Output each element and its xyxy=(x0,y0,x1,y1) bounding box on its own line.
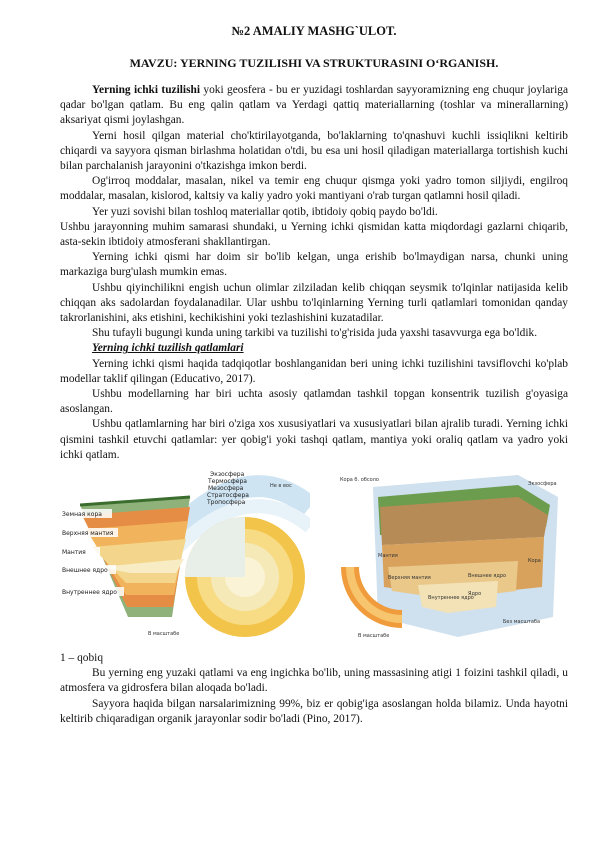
label-thermosphere: Термосфера xyxy=(208,478,247,486)
paragraph-4: Yer yuzi sovishi bilan toshloq materiallar qotib, ibtidoiy qobiq paydo bo'ldi. xyxy=(92,205,438,218)
section-1-title: 1 – qobiq xyxy=(60,652,104,665)
paragraph-5: Ushbu jarayonning muhim samarasi shundaki, u Yerning ichki qismidan katta miqdordagi gazlarni chiqarib, asta-sekin ibtidoiy atmosferani shakllantirgan. xyxy=(60,220,568,249)
figures-row xyxy=(60,467,568,643)
label-inner-core: Внутреннее ядро xyxy=(62,589,117,597)
label-f2-exosphere: Экзосфера xyxy=(528,481,557,488)
label-f2-core: Ядро xyxy=(468,591,482,598)
subheading: Yerning ichki tuzilish qatlamlari xyxy=(92,342,244,355)
label-mantle: Мантия xyxy=(62,549,86,557)
paragraph-7: Ushbu qiyinchilikni engish uchun olimlar zilziladan kelib chiqqan seysmik to'lqinlar natijasida kelib chiqqan aks sadolardan foydalanadilar. Ular ushbu to'lqinlarning Yerning turli qatlamlari tomonidan qanday takrorlanishini, aks etishini, kechikishini yoki tezlashishini kuzatadilar. xyxy=(60,281,568,325)
document-title: №2 AMALIY MASHG`ULOT. xyxy=(231,24,397,38)
label-f2-crust: Кора xyxy=(528,558,541,565)
label-f2-outer-core: Внешнее ядро xyxy=(468,573,507,580)
topic-heading: MAVZU: YERNING TUZILISHI VA STRUKTURASINI O‘RGANISH. xyxy=(129,56,499,70)
label-f2-inner-core: Внутреннее ядро xyxy=(428,595,474,602)
label-upper-mantle: Верхняя мантия xyxy=(62,530,114,538)
paragraph-6: Yerning ichki qismi har doim sir bo'lib kelgan, unga erishib bo'lmaydigan narsa, chunki uning markaziga burg'ulash mumkin emas. xyxy=(60,251,568,279)
label-scale-1: В масштабе xyxy=(148,631,180,638)
label-f2-no-scale: Без масштаба xyxy=(503,619,541,626)
label-crust: Земная кора xyxy=(62,511,102,519)
paragraph-8: Shu tufayli bugungi kunda uning tarkibi va tuzilishi to'g'risida juda yaxshi tasavvurga ega bo'ldik. xyxy=(92,327,538,340)
label-troposphere: Тропосфера xyxy=(207,499,246,507)
paragraph-2: Yerni hosil qilgan material cho'ktirilayotganda, bo'laklarning to'qnashuvi kuchli issiqlikni keltirib chiqardi va sayyora qisman birlashma holatidan o'tdi, bu esa uni hosil qiladigan materiallarga tortishish kuchi bilan parchalanish jarayonini o'tkazishga imkon berdi. xyxy=(60,129,568,173)
label-f2-crust-top: Кора б. обсоло xyxy=(340,477,379,484)
paragraph-10: Ushbu modellarning har biri uchta asosiy qatlamdan tashkil topgan konsentrik tuzilish g'oyasiga asoslangan. xyxy=(60,388,568,416)
label-f2-mantle: Мантия xyxy=(378,553,398,560)
paragraph-13: Sayyora haqida bilgan narsalarimizning 99%, biz er qobig'iga asoslangan holda bilamiz. Unda hayotni keltirib chiqaradigan organik jarayonlar sodir bo'ladi (Pino, 2017). xyxy=(60,697,568,725)
paragraph-3: Og'irroq moddalar, masalan, nikel va temir eng chuqur qismga yoki yadro tomon siljiydi, engilroq moddalar, masalan, kislorod, kaltsiy va kaliy yadro yoki mantiyani o'rab turgan qatlamni hosil qiladi. xyxy=(60,175,568,203)
paragraph-12: Bu yerning eng yuzaki qatlami va eng ingichka bo'lib, uning massasining atigi 1 foizini tashkil qiladi, u atmosfera va gidrosfera bilan aloqada bo'ladi. xyxy=(60,667,568,695)
label-scale-2: В масштабе xyxy=(358,633,390,640)
earth-layers-figure-2 xyxy=(318,467,568,643)
label-not-to-scale: Не в вос xyxy=(270,483,292,490)
paragraph-11: Ushbu qatlamlarning har biri o'ziga xos xususiyatlari va xususiyatlari bilan ajralib turadi. Yerning ichki qismini tashkil etuvchi qatlamlar: yer qobig'i yoki tashqi qatlam, mantiya yoki oraliq qatlam va yadro yoki ichki qatlam. xyxy=(60,418,568,461)
document-page xyxy=(60,24,568,727)
earth-layers-figure-1 xyxy=(60,467,310,643)
label-outer-core: Внешнее ядро xyxy=(62,567,108,575)
paragraph-1: Yerning ichki tuzilishi yoki geosfera - bu er yuzidagi toshlardan sayyoramizning eng chuqur joylariga qadar bo'lgan qatlam. Bu eng qalin qatlam va Yerdagi qattiq materiallarning (toshlar va minerallarning) aksariyat qismi joylashgan. xyxy=(60,84,569,127)
label-mesosphere: Мезосфера xyxy=(208,485,244,493)
label-stratosphere: Стратосфера xyxy=(207,492,249,500)
term-bold: Yerning ichki tuzilishi xyxy=(92,84,201,96)
label-exosphere: Экзосфера xyxy=(210,471,245,479)
paragraph-9: Yerning ichki qismi haqida tadqiqotlar boshlanganidan beri uning ichki tuzilishini tavsiflovchi ko'plab modellar taklif qilingan (Educativo, 2017). xyxy=(60,357,568,385)
label-f2-upper-mantle: Верхняя мантия xyxy=(388,575,431,582)
